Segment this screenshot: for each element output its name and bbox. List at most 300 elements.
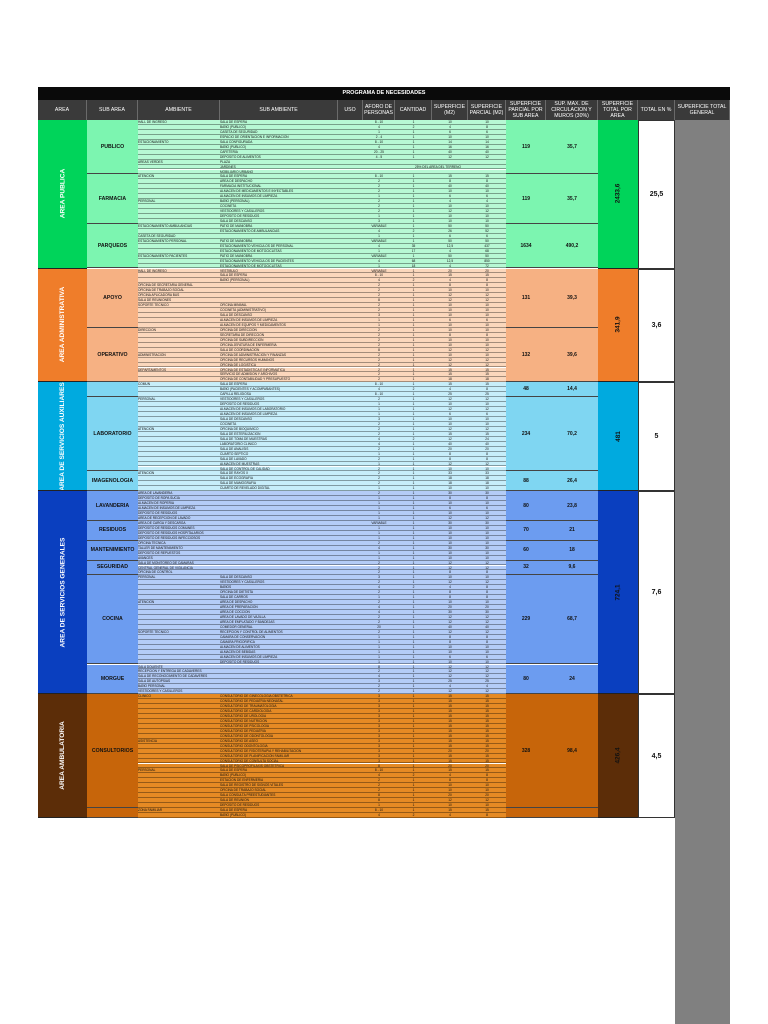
sub-ambiente-cell: CUARTO SEPTICO [220, 451, 249, 456]
aforo-cell: 3 [378, 738, 380, 743]
area-total-cell [598, 269, 638, 383]
sub-ambiente-cell: CONSULTORIO DE GINECOLOGIA OBSTETRICA [220, 694, 293, 699]
aforo-cell: 2 [378, 456, 380, 461]
superficie-cell: 15 [448, 704, 452, 709]
superficie-cell: 12 [448, 298, 452, 303]
sub-area-surface: 48 [506, 382, 546, 397]
superficie-parcial-cell: 8 [486, 773, 488, 778]
ambiente-cell: ATENCION [138, 174, 155, 179]
aforo-cell: 3 [378, 417, 380, 421]
cantidad-cell: 1 [412, 342, 415, 347]
cantidad-cell: 1 [412, 516, 415, 520]
superficie-cell: 30 [448, 491, 452, 496]
sub-ambiente-cell: AREA DE LAVADO DE VAJILLA [220, 615, 266, 619]
aforo-cell: 1 [378, 530, 380, 535]
ambiente-cell: ATENCION [138, 426, 155, 431]
superficie-cell: 10 [448, 214, 452, 219]
superficie-cell: 8 [449, 496, 451, 501]
sub-ambiente-cell: SALA DE REGISTRO DE SIGNOS VITALES [220, 783, 284, 788]
aforo-cell: 4 [378, 773, 380, 778]
aforo-cell: 3 [378, 733, 380, 738]
sub-area-cell: LAVANDERIA [87, 491, 138, 521]
superficie-parcial-cell: 72 [485, 263, 489, 268]
superficie-parcial-cell: 15 [485, 273, 489, 278]
superficie-parcial-cell: 15 [485, 714, 489, 718]
aforo-cell: 3 [378, 313, 380, 318]
sub-ambiente-cell: AREA DE DESPACHO [220, 600, 253, 605]
superficie-cell: 10 [448, 322, 452, 327]
superficie-parcial-cell: 10 [485, 550, 489, 555]
sub-ambiente-cell: SALA DE ESPERA [220, 120, 248, 124]
sub-area-surface: 328 [506, 694, 546, 808]
cantidad-cell: 1 [412, 149, 415, 154]
aforo-cell: 3 [378, 575, 380, 580]
superficie-cell: 15 [448, 723, 452, 728]
superficie-cell: 10 [448, 659, 452, 664]
superficie-parcial-cell: 10 [485, 540, 489, 545]
superficie-parcial-cell: 30 [485, 491, 489, 496]
superficie-cell: 18 [448, 377, 452, 382]
aforo-cell: 4 [378, 436, 380, 441]
superficie-parcial-cell: 12 [485, 407, 489, 412]
sub-ambiente-cell: SALA DE CARROS [220, 595, 248, 600]
superficie-parcial-cell: 40 [485, 184, 489, 189]
sub-ambiente-cell: ESTACIONAMIENTO VEHICULOS DE PERSONAL [220, 243, 294, 248]
superficie-cell: 12 [448, 669, 452, 674]
superficie-cell: 50 [448, 253, 452, 258]
sub-ambiente-cell: LABORATORIO CLINICO [220, 441, 257, 446]
area-name-cell [38, 120, 87, 269]
cantidad-cell: 1 [412, 664, 415, 669]
cantidad-cell: 1 [412, 189, 415, 194]
superficie-cell: 12 [448, 209, 452, 214]
superficie-parcial-cell: 10 [485, 322, 489, 327]
ambiente-cell: SALA DOLIENTE [138, 664, 163, 669]
superficie-cell: 15 [448, 709, 452, 714]
sub-ambiente-cell: OFICINA DE CONTABILIDAD Y PRESUPUESTO [220, 377, 291, 382]
ambiente-cell: CLINICO [138, 694, 151, 699]
superficie-cell: 15 [448, 382, 452, 387]
superficie-cell: 15 [448, 367, 452, 372]
aforo-cell: 2 [378, 684, 380, 689]
superficie-parcial-cell: 20 [485, 605, 489, 610]
aforo-cell: 1 [378, 412, 380, 417]
cantidad-cell: 1 [412, 233, 415, 238]
aforo-cell: 2 [378, 303, 380, 308]
superficie-cell: 40 [448, 184, 452, 189]
superficie-cell: 15 [448, 174, 452, 179]
superficie-parcial-cell: 20 [485, 793, 489, 798]
ambiente-cell: DEPOSITO DE RESIDUOS HOSPITALARIOS [138, 530, 204, 535]
aforo-cell: 4 [378, 545, 380, 550]
superficie-cell: 4 [449, 278, 451, 283]
aforo-cell: 8 [378, 763, 380, 768]
superficie-cell: 8 [449, 778, 451, 783]
ambiente-cell: OFICINA DE TRABAJO SOCIAL [138, 288, 185, 293]
cantidad-cell: 1 [412, 644, 415, 649]
superficie-parcial-cell: 10 [485, 402, 489, 407]
aforo-cell: 2 [378, 446, 380, 451]
sub-ambiente-cell: SALA DE MAMOGRAFIA [220, 481, 256, 486]
sub-ambiente-cell: OFICINA DE ESTADISTICA E INFORMATICA [220, 367, 286, 372]
sub-ambiente-cell: VESTIDORES Y CASILLEROS [220, 580, 265, 585]
superficie-cell: 10 [448, 486, 452, 491]
superficie-parcial-cell: 10 [485, 313, 489, 318]
cantidad-cell: 1 [412, 684, 415, 689]
superficie-parcial-cell: 68 [485, 248, 489, 253]
ambiente-cell: AVANCES [138, 555, 153, 560]
superficie-cell: 6 [449, 654, 451, 659]
cantidad-cell: 1 [412, 357, 415, 362]
aforo-cell: 2 [378, 372, 380, 377]
cantidad-cell: 1 [412, 743, 415, 748]
superficie-cell: 6 [449, 194, 451, 199]
sub-ambiente-cell: AREA DE DESPACHO [220, 179, 253, 184]
superficie-cell: 18 [448, 476, 452, 481]
superficie-parcial-cell: 10 [485, 189, 489, 194]
sub-ambiente-cell: SALA DE DESCANSO [220, 313, 253, 318]
column-header: SUPERFICIE TOTAL GENERAL [675, 100, 730, 120]
sub-area-surface: 131 [506, 269, 546, 328]
cantidad-cell: 1 [412, 293, 415, 298]
cantidad-cell: 1 [412, 397, 415, 402]
superficie-cell: 20 [448, 605, 452, 610]
aforo-cell: 8 [378, 298, 380, 303]
area-total-value: 426,4 [614, 747, 622, 764]
superficie-cell: 8 [449, 634, 451, 639]
aforo-cell: 1 [378, 233, 380, 238]
superficie-parcial-cell: 12 [485, 629, 489, 634]
sub-ambiente-cell: ESTACIONAMIENTO DE MOTOCICLETAS [220, 263, 282, 268]
sub-ambiente-cell: OFICINA DE ADMINISTRACION Y FINANZAS [220, 352, 286, 357]
sub-ambiente-cell: RECEPCION Y CONTROL DE ALIMENTOS [220, 629, 283, 634]
superficie-parcial-cell: 10 [485, 288, 489, 293]
ambiente-cell: DEPOSITO DE ROPA SUCIA [138, 496, 180, 501]
superficie-parcial-cell: 52 [485, 228, 489, 233]
ambiente-cell: OFICINA DE CONTROL [138, 570, 173, 575]
aforo-cell: 1 [378, 525, 380, 530]
superficie-parcial-cell: 8 [486, 778, 488, 783]
ambiente-cell: SALA DE MONITOREO DE CAMARAS [138, 560, 194, 565]
superficie-parcial-cell: 6 [486, 412, 488, 417]
superficie-parcial-cell: 10 [485, 530, 489, 535]
superficie-parcial-cell: 10 [485, 421, 489, 426]
superficie-cell: 12 [448, 154, 452, 159]
aforo-cell: 8 - 10 [374, 392, 384, 397]
aforo-cell: 8 - 10 [374, 382, 384, 387]
superficie-cell: 15 [448, 718, 452, 723]
sub-area-surface: 80 [506, 665, 546, 695]
superficie-parcial-cell: 20 [485, 748, 489, 753]
superficie-cell: 10 [448, 783, 452, 788]
superficie-cell: 4 [449, 773, 451, 778]
aforo-cell: 2 [378, 342, 380, 347]
superficie-parcial-cell: 15 [485, 733, 489, 738]
sub-area-cell: APOYO [87, 269, 138, 328]
cantidad-cell: 2 [412, 813, 415, 817]
superficie-cell: 12 [448, 580, 452, 585]
cantidad-cell: 1 [412, 496, 415, 501]
superficie-cell: 40 [448, 149, 452, 154]
sub-ambiente-cell: SALA DE COORDINACION [220, 347, 260, 352]
sub-ambiente-cell: CONSULTORIO DE TRAUMATOLOGIA [220, 704, 277, 709]
aforo-cell: VARIABLE [371, 238, 387, 243]
superficie-parcial-cell: 12 [485, 664, 489, 669]
sub-area-surface: 234 [506, 397, 546, 471]
cantidad-cell: 1 [412, 451, 415, 456]
ambiente-cell: SALA DE AUTOPSIAS [138, 679, 171, 684]
cantidad-cell: 1 [412, 738, 415, 743]
sub-ambiente-cell: CUARTO DE REVELADO DIGITAL [220, 486, 270, 491]
superficie-cell: 10 [448, 575, 452, 580]
sub-ambiente-cell: CONSULTORIO DE UROLOGIA [220, 714, 267, 718]
sub-ambiente-cell: DEPOSITO DE ALIMENTOS [220, 154, 261, 159]
sub-ambiente-cell: ALMACEN DE INSUMOS DE LIMPIEZA [220, 194, 278, 199]
column-header: TOTAL EN % [638, 100, 675, 120]
superficie-parcial-cell: 10 [485, 803, 489, 808]
aforo-cell: 1 [378, 595, 380, 600]
superficie-parcial-cell: 25 [485, 679, 489, 684]
aforo-cell: 2 [378, 565, 380, 570]
circulation-surface: 14,4 [546, 382, 598, 397]
aforo-cell: 1 [378, 639, 380, 644]
cantidad-cell: 1 [412, 550, 415, 555]
circulation-surface: 23,8 [546, 491, 598, 521]
aforo-cell: VARIABLE [371, 520, 387, 525]
sub-ambiente-cell: SALA DE REUNION [220, 798, 249, 803]
superficie-cell: 8 [449, 595, 451, 600]
sub-area-cell: LABORATORIO [87, 397, 138, 471]
superficie-cell: 4 [449, 585, 451, 590]
superficie-parcial-cell: 10 [485, 555, 489, 560]
sub-ambiente-cell: SALA DE ECOGRAFIA [220, 476, 253, 481]
aforo-cell: 1 [378, 496, 380, 501]
superficie-parcial-cell: 40 [485, 441, 489, 446]
superficie-cell: 12 [448, 689, 452, 694]
superficie-cell: 10 [448, 288, 452, 293]
aforo-cell: 2 [378, 615, 380, 619]
cantidad-cell: 1 [412, 511, 415, 516]
aforo-cell: 3 [378, 743, 380, 748]
ambiente-cell: SOPORTE TECNICO [138, 629, 169, 634]
sub-ambiente-cell: CONSULTORIO DE PEDIATRIA [220, 728, 266, 733]
sub-area-cell: OPERATIVO [87, 328, 138, 382]
superficie-parcial-cell: 8 [486, 570, 488, 575]
superficie-parcial-cell: 8 [486, 590, 488, 595]
superficie-parcial-cell: 10 [485, 342, 489, 347]
ambiente-cell: HALL DE INGRESO [138, 120, 167, 124]
superficie-parcial-cell: 12 [485, 426, 489, 431]
ambiente-cell: ADMINISTRACION [138, 352, 166, 357]
superficie-cell: 50 [448, 238, 452, 243]
superficie-parcial-cell: 10 [485, 303, 489, 308]
superficie-parcial-cell: 15 [485, 367, 489, 372]
superficie-cell: 12 [448, 293, 452, 298]
sub-area-surface: 88 [506, 471, 546, 491]
sub-ambiente-cell: OFICINA DE SUBDIRECCION [220, 337, 264, 342]
superficie-cell: 12 [448, 664, 452, 669]
superficie-cell: 10 [448, 788, 452, 793]
ambiente-cell: OFICINA APLICADORA BUS [138, 293, 180, 298]
area-total-value: 2433,6 [614, 183, 622, 204]
superficie-cell: 10 [448, 530, 452, 535]
sub-ambiente-cell: PATIO DE MANIOBRA [220, 253, 253, 258]
ambiente-cell: DEPOSITO DE RESIDUOS COMUNES [138, 525, 195, 530]
superficie-parcial-cell: 6 [486, 506, 488, 511]
superficie-parcial-cell: 12 [485, 560, 489, 565]
aforo-cell: 2 [378, 570, 380, 575]
circulation-surface: 26,4 [546, 471, 598, 491]
sub-area-surface: 229 [506, 575, 546, 664]
sub-ambiente-cell: BAÑO (PUBLICO) [220, 124, 247, 129]
aforo-cell: 2 [378, 204, 380, 209]
superficie-parcial-cell: 8 [486, 595, 488, 600]
circulation-surface: 24 [546, 665, 598, 695]
aforo-cell: 2 [378, 327, 380, 332]
superficie-parcial-cell: 33 [485, 471, 489, 476]
cantidad-cell: 1 [412, 758, 415, 763]
cantidad-cell: 1 [412, 219, 415, 223]
superficie-parcial-cell: 10 [485, 525, 489, 530]
sub-ambiente-cell: PLAZA [220, 159, 231, 164]
sub-ambiente-cell: JARDINES [220, 164, 236, 169]
superficie-cell: 15 [448, 743, 452, 748]
sub-ambiente-cell: ALMACEN DE INSUMOS DE LIMPIEZA [220, 412, 278, 417]
cantidad-cell: 1 [412, 466, 415, 471]
aforo-cell: 20 - 25 [374, 149, 384, 154]
sub-ambiente-cell: ESTACION DE ENFERMERIA [220, 778, 264, 783]
superficie-parcial-cell: 12 [485, 565, 489, 570]
superficie-cell: 6 [449, 506, 451, 511]
cantidad-cell: 1 [412, 679, 415, 684]
sub-ambiente-cell: BAÑO (PERSONAL) [220, 278, 250, 283]
sub-ambiente-cell: CONSULTORIO DE PSICOLOGIA [220, 723, 269, 728]
superficie-cell: 15 [448, 273, 452, 278]
aforo-cell: 4 [378, 144, 380, 149]
superficie-cell: 20 [448, 446, 452, 451]
superficie-parcial-cell: 10 [485, 134, 489, 139]
aforo-cell: 3 [378, 679, 380, 684]
ambiente-cell: BAÑO PERSONAL [138, 684, 166, 689]
sub-ambiente-cell: CONSULTORIO DE CONSULTA SOCIAL [220, 758, 279, 763]
column-header: CANTIDAD [395, 100, 432, 120]
superficie-cell: 10 [448, 803, 452, 808]
aforo-cell: 2 [378, 471, 380, 476]
superficie-cell: 10 [448, 308, 452, 313]
superficie-parcial-cell: 40 [485, 624, 489, 629]
aforo-cell: 1 [378, 654, 380, 659]
superficie-cell: 15 [448, 753, 452, 758]
cantidad-cell: 1 [412, 322, 415, 327]
cantidad-cell: 1 [412, 610, 415, 615]
aforo-cell: 1 [378, 803, 380, 808]
circulation-surface: 35,7 [546, 174, 598, 224]
sub-ambiente-cell: BAÑO (PUBLICO) [220, 813, 247, 817]
aforo-cell: 4 [378, 585, 380, 590]
sub-ambiente-cell: CONSULTORIO DE ASEO [220, 738, 258, 743]
aforo-cell: 1 [378, 535, 380, 540]
ambiente-cell: SALA DE RECONOCIMIENTO DE CADAVERES [138, 674, 208, 679]
column-header: AFORO DE PERSONAS [363, 100, 395, 120]
sub-ambiente-cell: SALA DE PSICOPROFILAXIS OBSTETRICA [220, 763, 285, 768]
cantidad-cell: 1 [412, 377, 415, 382]
ambiente-cell: DEPOSITO DE RESIDUOS INFECCIOSOS [138, 535, 201, 540]
superficie-parcial-cell: 8 [486, 332, 488, 337]
superficie-parcial-cell: 10 [485, 783, 489, 788]
aforo-cell: 2 [378, 184, 380, 189]
superficie-parcial-cell: 12 [485, 293, 489, 298]
superficie-parcial-cell: 12 [485, 798, 489, 803]
superficie-cell: 30 [448, 610, 452, 615]
cantidad-cell: 35 [411, 243, 416, 248]
ambiente-cell: PERSONAL [138, 199, 156, 204]
cantidad-cell: 1 [412, 793, 415, 798]
cantidad-cell: 1 [412, 179, 415, 184]
ambiente-cell: AREA DE LAVANDERIA [138, 491, 173, 496]
aforo-cell: 3 [378, 219, 380, 223]
aforo-cell: 3 [378, 748, 380, 753]
superficie-cell: 12 [448, 674, 452, 679]
sub-area-cell [87, 808, 138, 818]
aforo-cell: VARIABLE [371, 253, 387, 258]
superficie-cell: 12 [448, 619, 452, 624]
aforo-cell: 2 [378, 431, 380, 436]
sub-ambiente-cell: BAÑO (PERSONAL) [220, 199, 250, 204]
superficie-cell: 10 [448, 600, 452, 605]
superficie-parcial-cell: 16 [485, 144, 489, 149]
sub-ambiente-cell: CONSULTORIO DE CARDIOLOGIA [220, 709, 272, 714]
aforo-cell: 4 [378, 124, 380, 129]
aforo-cell: 2 [378, 288, 380, 293]
aforo-cell: 2 [378, 189, 380, 194]
cantidad-cell: 1 [412, 318, 415, 322]
superficie-cell: 12 [448, 516, 452, 520]
area-total-cell [598, 491, 638, 694]
ambiente-cell: VESTIDORES Y CASILLEROS [138, 689, 183, 694]
superficie-parcial-cell: 50 [485, 223, 489, 228]
aforo-cell: 2 [378, 352, 380, 357]
ambiente-cell: ALMACEN DE ROPERIA [138, 501, 174, 506]
cantidad-cell: 1 [412, 204, 415, 209]
superficie-cell: 10 [448, 313, 452, 318]
aforo-cell: VARIABLE [371, 268, 387, 273]
sub-ambiente-cell: SALA DE ESPERA [220, 273, 248, 278]
sub-area-surface: 1634 [506, 224, 546, 269]
cantidad-cell: 1 [412, 392, 415, 397]
superficie-cell: 10 [448, 342, 452, 347]
superficie-parcial-cell: 24 [485, 436, 489, 441]
ambiente-cell: PERSONAL [138, 575, 156, 580]
superficie-cell: 12 [448, 560, 452, 565]
area-percent-cell: 7,6 [638, 491, 675, 694]
superficie-cell: 12,5 [446, 258, 454, 263]
superficie-cell: 20 [448, 763, 452, 768]
aforo-cell: 4 - 5 [375, 154, 383, 159]
superficie-parcial-cell: 10 [485, 575, 489, 580]
circulation-surface [546, 808, 598, 818]
area-total-value: 481 [614, 430, 622, 442]
ambiente-cell: ZONA FAMILIAR [138, 808, 163, 813]
sub-ambiente-cell: DEPOSITO DE RESIDUOS [220, 803, 260, 808]
circulation-surface: 18 [546, 541, 598, 561]
superficie-parcial-cell: 10 [485, 327, 489, 332]
superficie-parcial-cell: 15 [485, 431, 489, 436]
superficie-cell: 10 [448, 540, 452, 545]
aforo-cell: 2 [378, 308, 380, 313]
superficie-cell: 12 [448, 629, 452, 634]
superficie-parcial-cell: 10 [485, 219, 489, 223]
superficie-cell: 15 [448, 733, 452, 738]
